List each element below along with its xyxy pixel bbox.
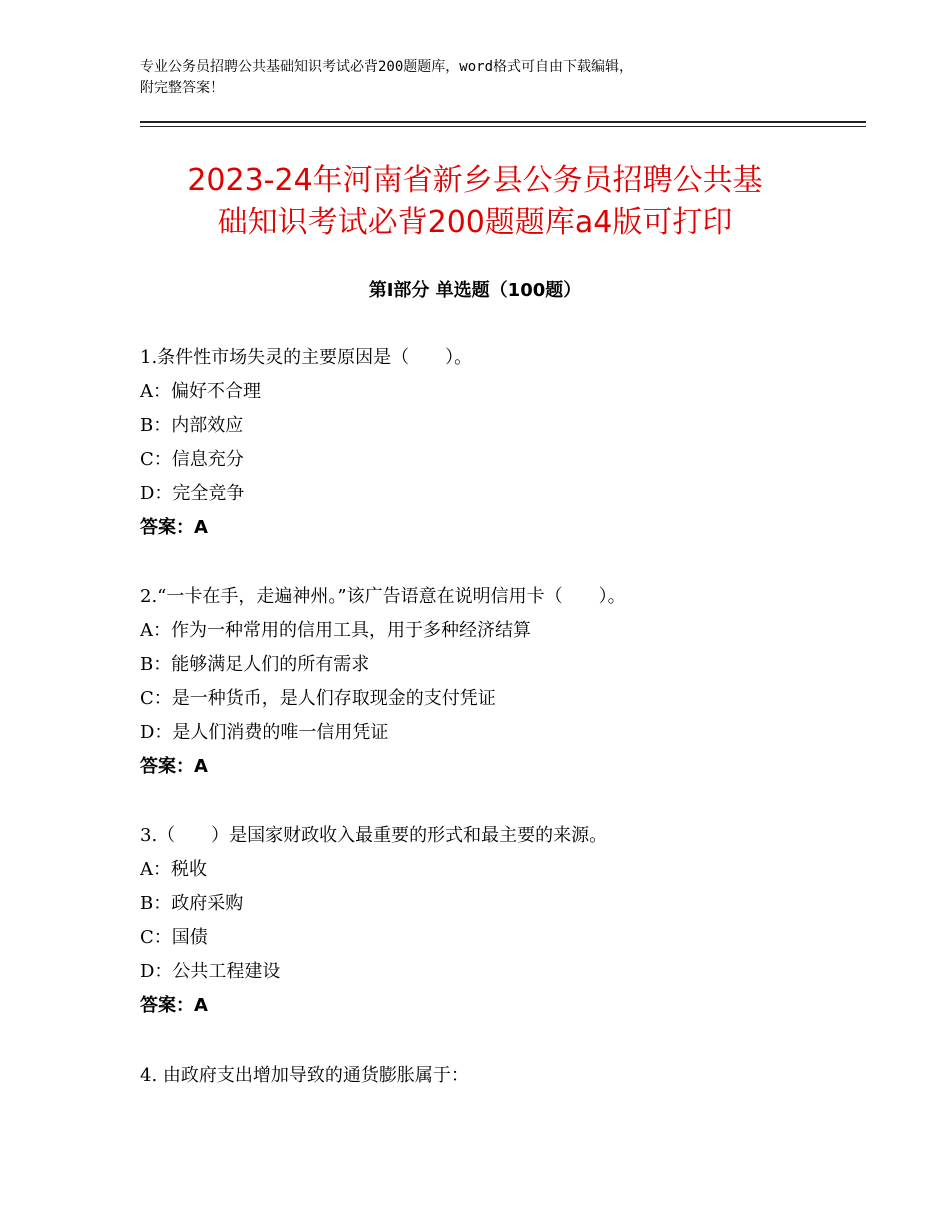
header-divider-thin [140, 126, 866, 127]
title-line-2: 础知识考试必背200题题库a4版可打印 [217, 205, 733, 240]
document-title [100, 160, 850, 244]
answer-label: 答案：A [140, 756, 208, 777]
option-b: B：政府采购 [140, 893, 244, 914]
question-3 [140, 819, 860, 1023]
question-4 [140, 1059, 860, 1093]
option-c: C：信息充分 [140, 449, 244, 470]
section-heading: 第Ⅰ部分 单选题（100题） [368, 280, 582, 301]
option-c: C：国债 [140, 927, 208, 948]
option-b: B：能够满足人们的所有需求 [140, 654, 370, 675]
answer-label: 答案：A [140, 517, 208, 538]
option-c: C：是一种货币，是人们存取现金的支付凭证 [140, 688, 496, 709]
question-2 [140, 580, 860, 784]
header-note-line-1: 专业公务员招聘公共基础知识考试必背200题题库，word格式可自由下载编辑， [140, 59, 633, 75]
title-line-1: 2023-24年河南省新乡县公务员招聘公共基 [187, 163, 763, 198]
question-1 [140, 341, 860, 545]
header-divider-thick [140, 121, 866, 123]
header-note-line-2: 附完整答案！ [140, 80, 224, 96]
option-a: A：偏好不合理 [140, 381, 261, 402]
option-a: A：作为一种常用的信用工具，用于多种经济结算 [140, 620, 531, 641]
answer-label: 答案：A [140, 995, 208, 1016]
option-d: D：公共工程建设 [140, 961, 281, 982]
option-d: D：完全竞争 [140, 483, 245, 504]
header-note [140, 57, 840, 99]
question-stem: 1.条件性市场失灵的主要原因是（ ）。 [140, 347, 473, 368]
option-a: A：税收 [140, 859, 207, 880]
question-stem: 4. 由政府支出增加导致的通货膨胀属于： [140, 1065, 469, 1086]
question-stem: 2.“一卡在手，走遍神州。”该广告语意在说明信用卡（ ）。 [140, 586, 626, 607]
option-d: D：是人们消费的唯一信用凭证 [140, 722, 389, 743]
question-stem: 3.（ ）是国家财政收入最重要的形式和最主要的来源。 [140, 825, 608, 846]
option-b: B：内部效应 [140, 415, 244, 436]
